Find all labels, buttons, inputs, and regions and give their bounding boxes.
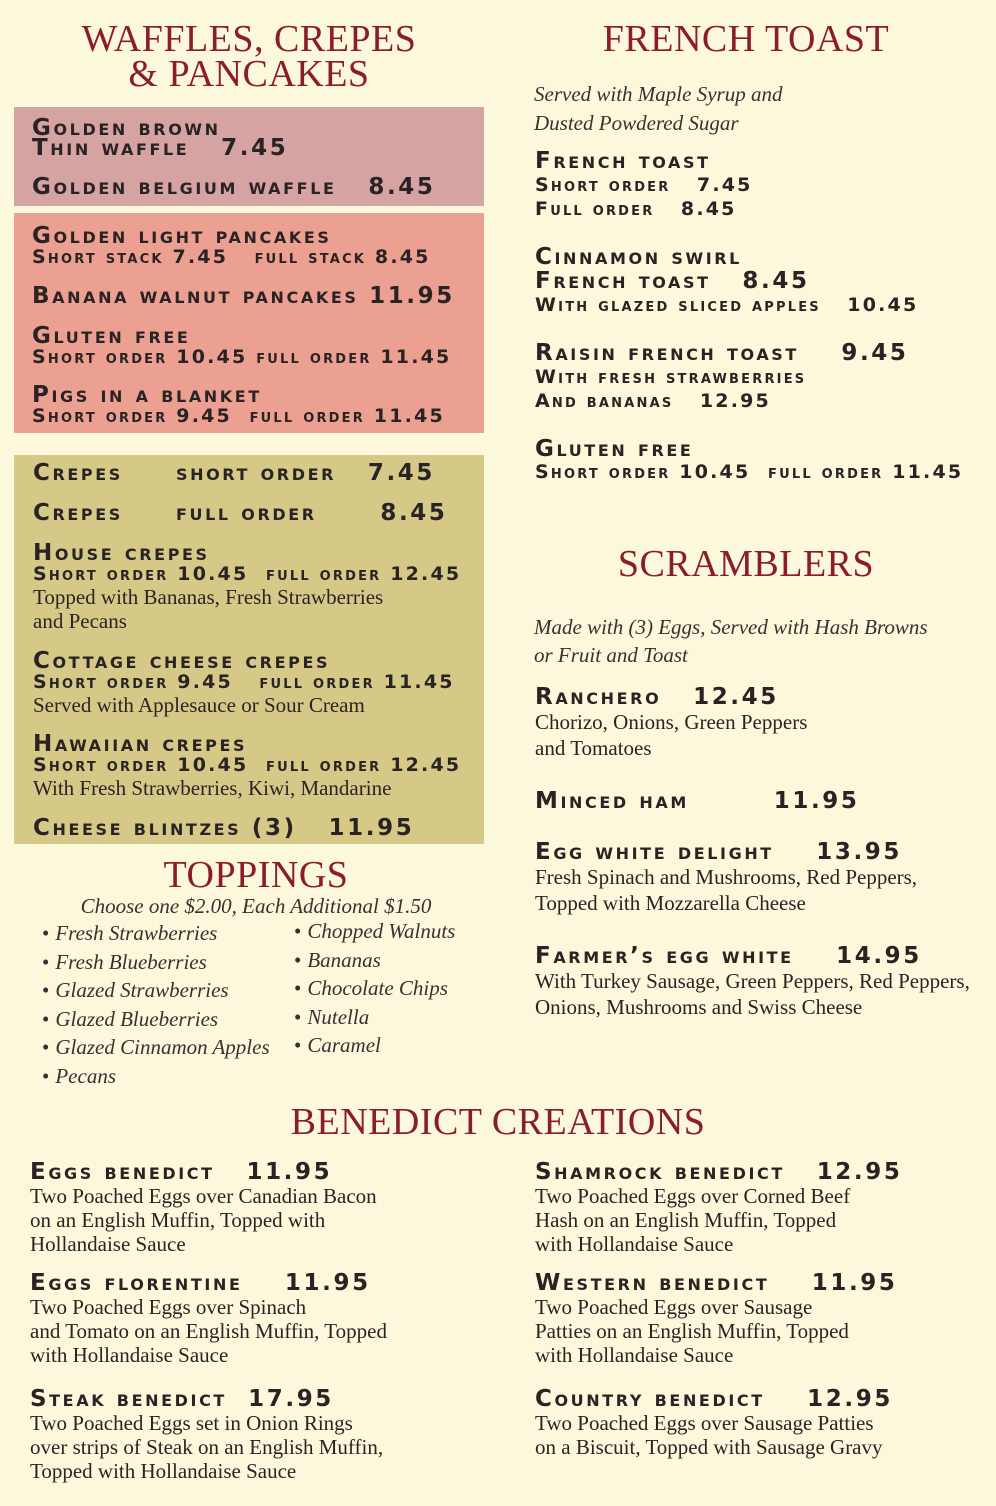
waffles-heading — [14, 18, 484, 95]
item-desc: Topped with Bananas, Fresh Strawberries — [33, 585, 384, 609]
french-toast-intro: Dusted Powdered Sugar — [534, 111, 739, 135]
item-name: Pigs in a blanket — [32, 382, 262, 408]
waffles-heading-line1: WAFFLES, CREPES — [81, 18, 417, 60]
benedict-heading: BENEDICT CREATIONS — [290, 1101, 706, 1143]
toppings-subtitle: Choose one $2.00, Each Additional $1.50 — [80, 894, 432, 918]
item-desc: Topped with Mozzarella Cheese — [535, 891, 806, 915]
item-desc: with Hollandaise Sauce — [535, 1232, 734, 1256]
item-desc: With fresh strawberries — [535, 366, 807, 388]
item-desc: Two Poached Eggs over Spinach — [30, 1295, 307, 1319]
item-name: Crepes short order 7.45 — [33, 460, 436, 486]
item-price: Short order 9.45 full order 11.45 — [33, 671, 455, 693]
pancake-box — [14, 213, 484, 433]
item-name: Farmer’s egg white 14.95 — [535, 943, 922, 969]
item-name: Eggs florentine 11.95 — [30, 1270, 371, 1296]
item-name: Cheese blintzes (3) 11.95 — [33, 815, 415, 841]
topping-item: • Caramel — [294, 1033, 381, 1057]
item-name: Ranchero 12.45 — [535, 684, 779, 710]
item-price: Full order 8.45 — [535, 198, 737, 220]
item-name: Steak benedict 17.95 — [30, 1386, 334, 1412]
item-desc: and Pecans — [33, 609, 127, 633]
item-desc: Two Poached Eggs set in Onion Rings — [30, 1411, 353, 1435]
item-name: French toast 8.45 — [535, 268, 810, 294]
waffles-heading-line2: & PANCAKES — [128, 53, 370, 95]
item-name: Cinnamon swirl — [535, 244, 742, 270]
item-price: Short order 10.45 full order 12.45 — [33, 754, 462, 776]
item-desc: Served with Applesauce or Sour Cream — [33, 693, 365, 717]
item-desc: Two Poached Eggs over Sausage Patties — [535, 1411, 874, 1435]
item-name: Banana walnut pancakes 11.95 — [32, 283, 455, 309]
scramblers-heading: SCRAMBLERS — [617, 543, 875, 585]
item-desc: Hash on an English Muffin, Topped — [535, 1208, 837, 1232]
topping-item: • Chocolate Chips — [294, 976, 448, 1000]
item-name: French toast — [535, 148, 711, 174]
crepe-box — [14, 455, 484, 844]
item-name: Western benedict 11.95 — [535, 1270, 898, 1296]
toppings-heading: TOPPINGS — [163, 854, 349, 896]
item-desc: over strips of Steak on an English Muffin, — [30, 1435, 384, 1459]
item-desc: with Hollandaise Sauce — [535, 1343, 734, 1367]
item-name: Eggs benedict 11.95 — [30, 1159, 333, 1185]
item-price: Short order 7.45 — [535, 174, 753, 196]
topping-item: • Chopped Walnuts — [294, 919, 456, 943]
item-price: With glazed sliced apples 10.45 — [535, 294, 919, 316]
item-desc: on a Biscuit, Topped with Sausage Gravy — [535, 1435, 883, 1459]
item-name: Gluten free — [535, 436, 694, 462]
item-desc: on an English Muffin, Topped with — [30, 1208, 326, 1232]
item-desc: With Fresh Strawberries, Kiwi, Mandarine — [33, 776, 392, 800]
topping-item: • Glazed Blueberries — [42, 1006, 219, 1031]
topping-item: • Pecans — [42, 1063, 117, 1088]
item-name: Egg white delight 13.95 — [535, 839, 903, 865]
item-desc: Two Poached Eggs over Sausage — [535, 1295, 813, 1319]
french-toast-intro: Served with Maple Syrup and — [534, 82, 783, 106]
topping-item: • Glazed Strawberries — [42, 978, 229, 1002]
item-name: Cottage cheese crepes — [33, 648, 331, 674]
item-desc: Fresh Spinach and Mushrooms, Red Peppers, — [535, 865, 918, 889]
item-price: Short order 10.45 full order 12.45 — [33, 563, 462, 585]
topping-item: • Glazed Cinnamon Apples — [42, 1035, 270, 1059]
item-desc: with Hollandaise Sauce — [30, 1343, 229, 1367]
item-desc: Hollandaise Sauce — [30, 1232, 186, 1256]
item-desc: Onions, Mushrooms and Swiss Cheese — [535, 995, 863, 1019]
toppings-list-right — [294, 917, 455, 1060]
topping-item: • Bananas — [294, 947, 381, 972]
item-desc: and Tomato on an English Muffin, Topped — [30, 1319, 387, 1343]
item-price: Thin waffle 7.45 — [32, 135, 289, 161]
item-desc: Topped with Hollandaise Sauce — [30, 1459, 297, 1483]
item-desc: With Turkey Sausage, Green Peppers, Red Peppers, — [535, 969, 970, 993]
item-desc: Chorizo, Onions, Green Peppers — [535, 710, 808, 734]
item-price: And bananas 12.95 — [535, 390, 771, 412]
scramblers-intro: or Fruit and Toast — [534, 643, 688, 667]
item-name: Raisin french toast 9.45 — [535, 340, 909, 366]
item-desc: Two Poached Eggs over Canadian Bacon — [30, 1184, 377, 1208]
item-name: House crepes — [33, 540, 210, 566]
item-desc: Two Poached Eggs over Corned Beef — [535, 1184, 851, 1208]
item-price: Short order 9.45 full order 11.45 — [32, 405, 445, 427]
item-name: Country benedict 12.95 — [535, 1386, 893, 1412]
waffle-box — [14, 107, 484, 206]
item-name: Hawaiian crepes — [33, 731, 248, 757]
item-name: Golden light pancakes — [32, 223, 332, 249]
item-desc: Patties on an English Muffin, Topped — [535, 1319, 849, 1343]
item-desc: and Tomatoes — [535, 736, 652, 760]
item-name: Golden brown — [32, 115, 221, 141]
topping-item: • Nutella — [294, 1004, 370, 1029]
item-name: Minced ham 11.95 — [535, 788, 860, 814]
item-price: Short order 10.45 full order 11.45 — [32, 346, 452, 368]
item-name: Gluten free — [32, 323, 191, 349]
topping-item: • Fresh Strawberries — [42, 921, 218, 945]
item-name: Golden belgium waffle 8.45 — [32, 174, 436, 200]
item-name: Crepes full order 8.45 — [33, 500, 448, 526]
french-toast-heading: FRENCH TOAST — [602, 18, 890, 60]
toppings-list-left — [42, 919, 270, 1090]
topping-item: • Fresh Blueberries — [42, 949, 207, 974]
scramblers-intro: Made with (3) Eggs, Served with Hash Browns — [534, 615, 928, 639]
item-price: Short order 10.45 full order 11.45 — [535, 461, 964, 483]
item-price: Short stack 7.45 full stack 8.45 — [32, 246, 431, 268]
item-name: Shamrock benedict 12.95 — [535, 1159, 903, 1185]
